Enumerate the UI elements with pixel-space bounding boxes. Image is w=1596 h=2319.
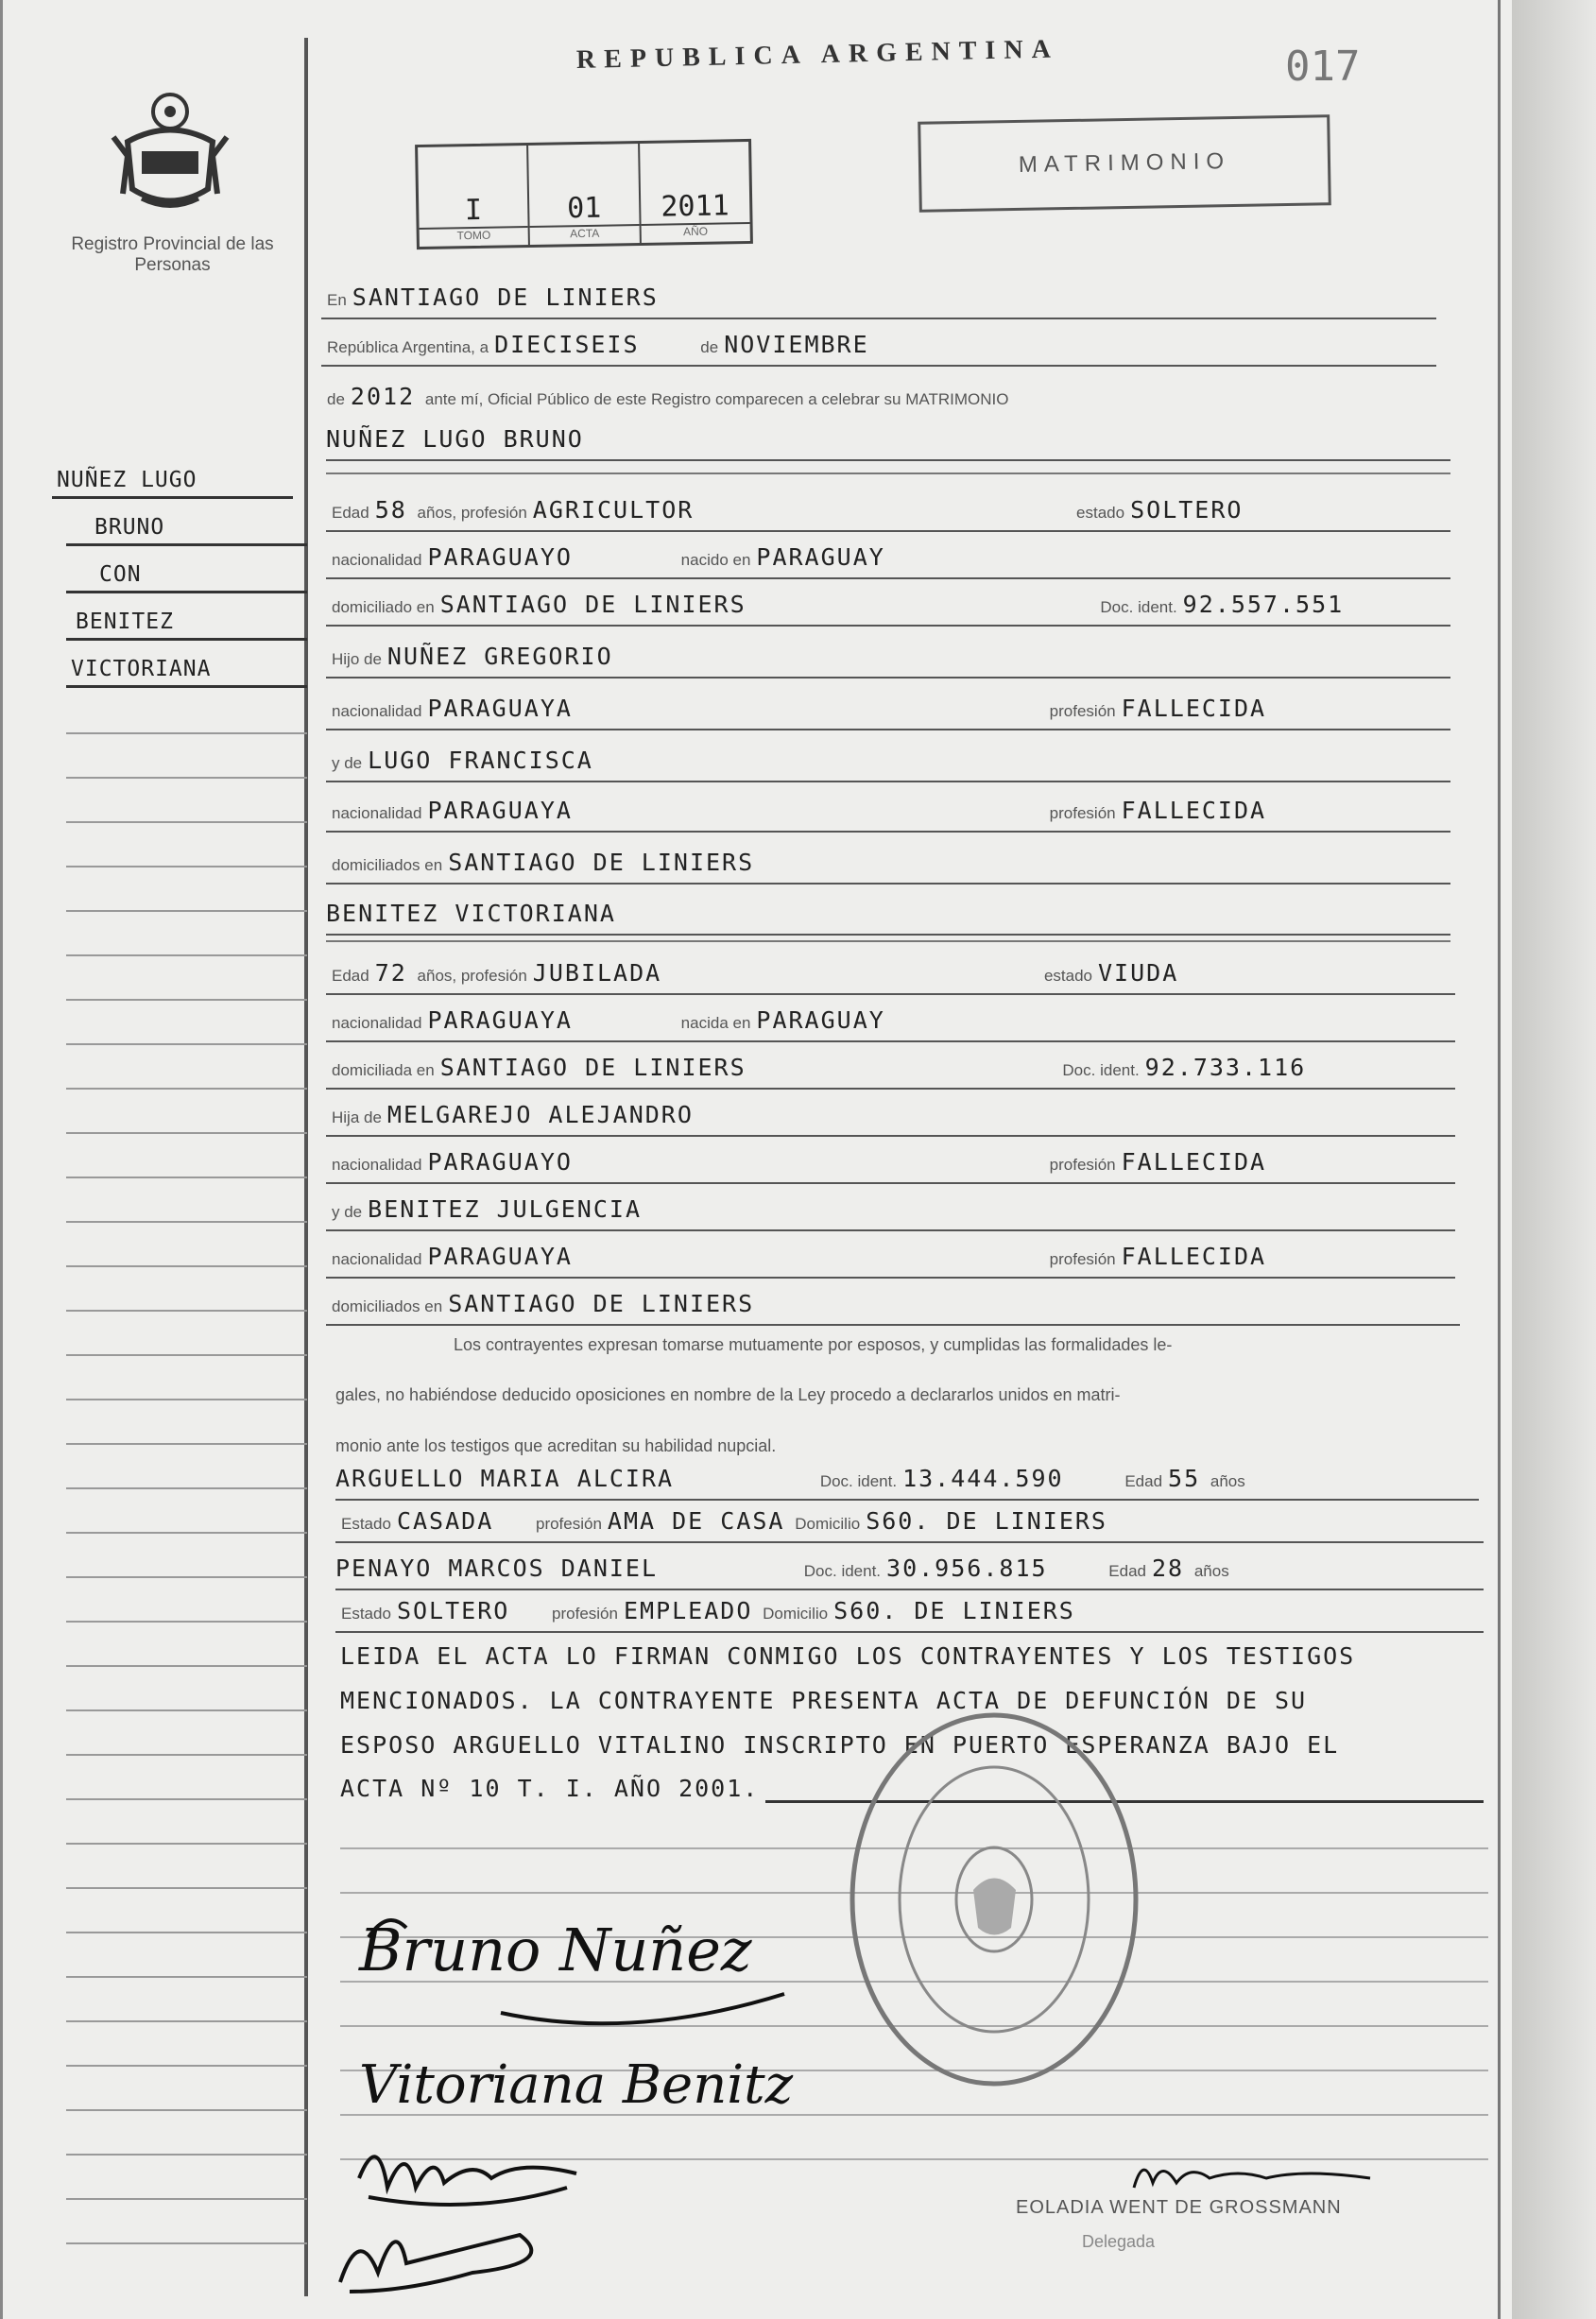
- margin-rule: [66, 1709, 307, 1711]
- tomo-cell: [418, 146, 530, 247]
- margin-rule: [66, 1576, 307, 1578]
- groom-domicile-line: domiciliado en SANTIAGO DE LINIERS Doc. ident. 92.557.551: [326, 591, 1450, 627]
- margin-rule: [66, 1443, 307, 1445]
- witness-2-status-line: Estado SOLTERO profesión EMPLEADO Domicilio S60. DE LINIERS: [335, 1597, 1484, 1633]
- margin-rule: [66, 1487, 307, 1489]
- bride-father-line: Hija de MELGAREJO ALEJANDRO: [326, 1101, 1455, 1137]
- margin-note: BENITEZ: [76, 610, 174, 634]
- right-border: [1498, 0, 1501, 2319]
- svg-text:Vitoriana Benitz: Vitoriana Benitz: [359, 2054, 794, 2116]
- margin-rule: [66, 1754, 307, 1756]
- margin-rule: [66, 2198, 307, 2200]
- margin-rule: [66, 1976, 307, 1978]
- rule: [326, 472, 1450, 474]
- margin-rule: [66, 1354, 307, 1356]
- margin-rule: [66, 1310, 307, 1312]
- note-line-4: ACTA Nº 10 T. I. AÑO 2001.: [340, 1775, 760, 1802]
- margin-rule: [66, 732, 307, 734]
- place-value: SANTIAGO DE LINIERS: [352, 283, 659, 311]
- anio-cell: [640, 142, 750, 243]
- act-type-box: MATRIMONIO: [918, 114, 1331, 213]
- page-title: REPUBLICA ARGENTINA: [575, 34, 1060, 75]
- margin-rule: [66, 2109, 307, 2111]
- bride-name: BENITEZ VICTORIANA: [326, 900, 616, 927]
- margin-rule: [66, 1265, 307, 1267]
- svg-text:Bruno Nuñez: Bruno Nuñez: [359, 1915, 752, 1984]
- margin-rule: [66, 1532, 307, 1534]
- margin-rule: [66, 1621, 307, 1623]
- acta-cell: [528, 144, 641, 245]
- bride-domicile-line: domiciliada en SANTIAGO DE LINIERS Doc. ident. 92.733.116: [326, 1054, 1455, 1090]
- declaration-line-3: monio ante los testigos que acreditan su habilidad nupcial.: [335, 1436, 777, 1455]
- declaration-line-1: Los contrayentes expresan tomarse mutuamente por esposos, y cumplidas las formalidades le-: [454, 1335, 1173, 1354]
- margin-rule: [66, 777, 307, 779]
- margin-note: VICTORIANA: [71, 657, 212, 681]
- groom-father-nat-line: nacionalidad PARAGUAYA profesión FALLECIDA: [326, 695, 1450, 730]
- bride-parents-dom-line: domiciliados en SANTIAGO DE LINIERS: [326, 1290, 1460, 1326]
- margin-rule: [66, 910, 307, 912]
- groom-age-line: Edad 58 años, profesión AGRICULTOR estado SOLTERO: [326, 496, 1450, 532]
- margin-rule: [66, 2242, 307, 2244]
- acta-caption: ACTA: [530, 224, 640, 245]
- groom-signature-icon: [350, 1899, 803, 2041]
- note-line-3: ESPOSO ARGUELLO VITALINO INSCRIPTO EN PUERTO ESPERANZA BAJO EL: [340, 1731, 1340, 1759]
- margin-rule: [66, 1399, 307, 1400]
- bride-mother-line: y de BENITEZ JULGENCIA: [326, 1195, 1455, 1231]
- margin-rule: [66, 1932, 307, 1933]
- witness-signatures-icon: [331, 2131, 614, 2301]
- margin-note: CON: [99, 562, 142, 587]
- intro-year-line: de 2012 ante mí, Oficial Público de este Registro comparecen a celebrar su MATRIMONIO: [327, 383, 1009, 410]
- margin-rule: [66, 866, 307, 867]
- margin-rule: [66, 1088, 307, 1090]
- margin-rule: [66, 1177, 307, 1178]
- groom-mother-nat-line: nacionalidad PARAGUAYA profesión FALLECIDA: [326, 797, 1450, 833]
- tomo-caption: TOMO: [420, 226, 529, 247]
- page-number: 017: [1285, 43, 1361, 91]
- intro-statement: ante mí, Oficial Público de este Registro comparecen a celebrar su MATRIMONIO: [424, 390, 1009, 408]
- groom-mother-line: y de LUGO FRANCISCA: [326, 747, 1450, 782]
- groom-parents-dom-line: domiciliados en SANTIAGO DE LINIERS: [326, 849, 1450, 885]
- registry-label: Registro Provincial de las Personas: [71, 234, 274, 275]
- day-value: DIECISEIS: [494, 331, 640, 358]
- margin-rule: [66, 2154, 307, 2156]
- margin-rule: [66, 1132, 307, 1134]
- note-line-1: LEIDA EL ACTA LO FIRMAN CONMIGO LOS CONTRAYENTES Y LOS TESTIGOS: [340, 1642, 1356, 1670]
- witness-2-line: PENAYO MARCOS DANIEL Doc. ident. 30.956.815 Edad 28 años: [335, 1555, 1484, 1590]
- intro-place-line: En SANTIAGO DE LINIERS: [321, 283, 1436, 319]
- margin-rule: [66, 1665, 307, 1667]
- bride-signature-icon: [350, 2041, 803, 2136]
- registry-emblem-icon: [109, 85, 232, 217]
- witness-1-line: ARGUELLO MARIA ALCIRA Doc. ident. 13.444.590 Edad 55 años: [335, 1465, 1479, 1501]
- margin-rule: [66, 1221, 307, 1223]
- note-line-2: MENCIONADOS. LA CONTRAYENTE PRESENTA ACTA DE DEFUNCIÓN DE SU: [340, 1687, 1308, 1714]
- year-value: 2012: [350, 383, 416, 410]
- official-seal-icon: [846, 1710, 1143, 2088]
- groom-name: NUÑEZ LUGO BRUNO: [326, 425, 584, 453]
- groom-name-line: [326, 425, 1450, 461]
- margin-rule: [52, 496, 293, 499]
- anio-caption: AÑO: [641, 222, 750, 243]
- margin-note: NUÑEZ LUGO: [57, 468, 197, 492]
- margin-rule: [66, 591, 307, 593]
- margin-divider: [304, 38, 308, 2296]
- tomo-value: I: [464, 193, 483, 228]
- margin-rule: [66, 1887, 307, 1889]
- bride-name-line: [326, 900, 1450, 936]
- margin-rule: [66, 1798, 307, 1800]
- left-border: [0, 0, 3, 2319]
- margin-rule: [66, 638, 307, 641]
- margin-rule: [66, 2020, 307, 2022]
- witness-1-status-line: Estado CASADA profesión AMA DE CASA Domicilio S60. DE LINIERS: [335, 1507, 1484, 1543]
- margin-rule: [66, 1043, 307, 1045]
- intro-date-line: República Argentina, a DIECISEIS de NOVIEMBRE: [321, 331, 1436, 367]
- groom-nationality-line: nacionalidad PARAGUAYO nacido en PARAGUAY: [326, 543, 1450, 579]
- groom-father-line: Hijo de NUÑEZ GREGORIO: [326, 643, 1450, 679]
- page-edge: [1512, 0, 1596, 2319]
- bride-nationality-line: nacionalidad PARAGUAYA nacida en PARAGUAY: [326, 1006, 1455, 1042]
- official-title: Delegada: [1082, 2232, 1156, 2251]
- official-signature-icon: [1124, 2150, 1389, 2197]
- anio-value: 2011: [661, 189, 729, 224]
- rule: [326, 940, 1450, 942]
- margin-rule: [66, 954, 307, 956]
- margin-rule: [66, 999, 307, 1001]
- margin-rule: [66, 543, 307, 546]
- bride-father-nat-line: nacionalidad PARAGUAYO profesión FALLECIDA: [326, 1148, 1455, 1184]
- margin-rule: [66, 2065, 307, 2067]
- declaration-line-2: gales, no habiéndose deducido oposiciones en nombre de la Ley procedo a declararlos unidos en matri-: [335, 1385, 1121, 1404]
- month-value: NOVIEMBRE: [724, 331, 869, 358]
- official-name: EOLADIA WENT DE GROSSMANN: [1016, 2197, 1342, 2218]
- bride-age-line: Edad 72 años, profesión JUBILADA estado VIUDA: [326, 959, 1455, 995]
- margin-note: BRUNO: [94, 515, 165, 540]
- margin-rule: [66, 1843, 307, 1845]
- acta-value: 01: [566, 191, 602, 226]
- bride-mother-nat-line: nacionalidad PARAGUAYA profesión FALLECIDA: [326, 1243, 1455, 1279]
- margin-rule: [66, 821, 307, 823]
- register-box: [415, 139, 753, 249]
- margin-rule: [66, 685, 307, 688]
